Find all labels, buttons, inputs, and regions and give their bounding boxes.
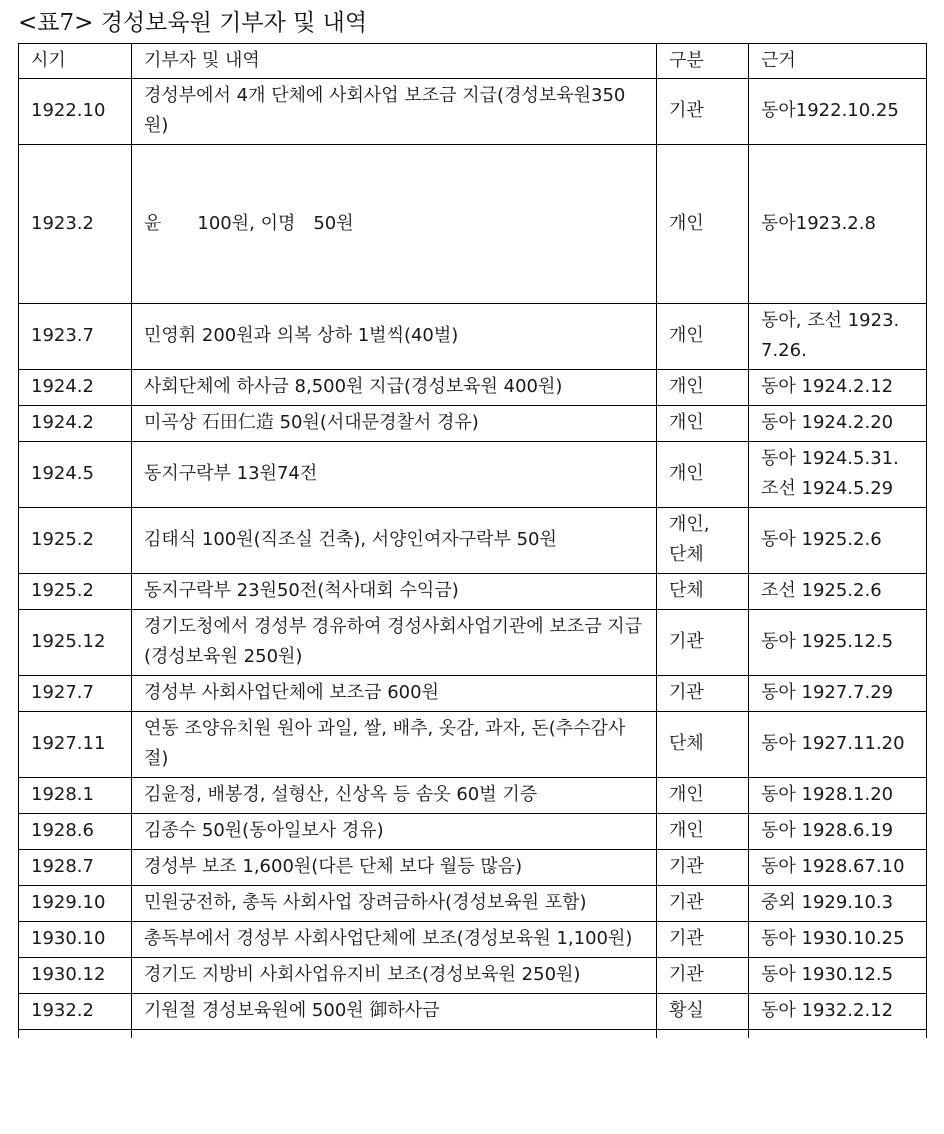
table-caption: <표7> 경성보육원 기부자 및 내역 [18,10,368,36]
table-row [19,886,927,922]
cell-detail: 경성부 보조 1,600원(다른 단체 보다 월등 많음) [132,850,657,886]
cell-continued [657,1030,749,1039]
table-row [19,994,927,1030]
cell-period: 1922.10 [19,79,132,145]
cell-period: 1927.11 [19,712,132,778]
cell-type: 개인 [657,442,749,508]
cell-continued [132,1030,657,1039]
cell-type: 개인, 단체 [657,508,749,574]
cell-type: 개인 [657,814,749,850]
table-row [19,958,927,994]
cell-detail: 경성부에서 4개 단체에 사회사업 보조금 지급(경성보육원350원) [132,79,657,145]
header-row [19,44,927,79]
cell-period: 1930.10 [19,922,132,958]
cell-source: 동아 1924.2.20 [749,406,927,442]
cell-source: 동아 1924.5.31. 조선 1924.5.29 [749,442,927,508]
table-row [19,442,927,508]
cell-period: 1928.6 [19,814,132,850]
cell-period: 1925.2 [19,508,132,574]
cell-detail: 총독부에서 경성부 사회사업단체에 보조(경성보육원 1,100원) [132,922,657,958]
cell-type: 개인 [657,778,749,814]
table-row [19,676,927,712]
table-row [19,778,927,814]
cell-period: 1923.2 [19,145,132,304]
cell-type: 기관 [657,958,749,994]
table-row [19,712,927,778]
cell-period: 1932.2 [19,994,132,1030]
cell-detail: 민영휘 200원과 의복 상하 1벌씩(40벌) [132,304,657,370]
cell-detail: 민원궁전하, 총독 사회사업 장려금하사(경성보육원 포함) [132,886,657,922]
cell-type: 기관 [657,886,749,922]
table-row [19,370,927,406]
cell-type: 단체 [657,574,749,610]
cell-period: 1923.7 [19,304,132,370]
table-row [19,145,927,304]
cell-source: 동아 1924.2.12 [749,370,927,406]
table-row [19,850,927,886]
cell-type: 황실 [657,994,749,1030]
cell-type: 단체 [657,712,749,778]
table-row-continued [19,1030,927,1039]
cell-period: 1924.2 [19,370,132,406]
cell-source: 동아 1930.12.5 [749,958,927,994]
cell-detail: 김윤정, 배봉경, 설형산, 신상옥 등 솜옷 60벌 기증 [132,778,657,814]
cell-type: 개인 [657,145,749,304]
cell-source: 동아 1925.12.5 [749,610,927,676]
cell-period: 1928.7 [19,850,132,886]
cell-source: 동아 1927.7.29 [749,676,927,712]
cell-source: 동아 1928.67.10 [749,850,927,886]
cell-detail: 동지구락부 13원74전 [132,442,657,508]
cell-detail: 김태식 100원(직조실 건축), 서양인여자구락부 50원 [132,508,657,574]
cell-continued [19,1030,132,1039]
cell-period: 1924.2 [19,406,132,442]
cell-source: 조선 1925.2.6 [749,574,927,610]
table-row [19,610,927,676]
cell-detail: 윤 100원, 이명 50원 [132,145,657,304]
cell-detail: 경성부 사회사업단체에 보조금 600원 [132,676,657,712]
cell-period: 1930.12 [19,958,132,994]
cell-source: 동아, 조선 1923.7.26. [749,304,927,370]
cell-type: 기관 [657,922,749,958]
table-row [19,79,927,145]
cell-type: 기관 [657,850,749,886]
cell-type: 기관 [657,676,749,712]
cell-type: 개인 [657,370,749,406]
cell-detail: 연동 조양유치원 원아 과일, 쌀, 배추, 옷감, 과자, 돈(추수감사절) [132,712,657,778]
table-row [19,922,927,958]
cell-source: 동아 1925.2.6 [749,508,927,574]
cell-source: 동아 1932.2.12 [749,994,927,1030]
cell-source: 동아 1928.1.20 [749,778,927,814]
cell-continued [749,1030,927,1039]
cell-source: 동아 1927.11.20 [749,712,927,778]
cell-detail: 미곡상 石田仁造 50원(서대문경찰서 경유) [132,406,657,442]
cell-period: 1927.7 [19,676,132,712]
table-row [19,508,927,574]
table-row [19,406,927,442]
cell-period: 1929.10 [19,886,132,922]
cell-period: 1928.1 [19,778,132,814]
donor-table [18,43,927,1038]
header-period: 시기 [19,44,132,79]
table-row [19,574,927,610]
cell-detail: 기원절 경성보육원에 500원 御하사금 [132,994,657,1030]
cell-period: 1925.2 [19,574,132,610]
header-detail: 기부자 및 내역 [132,44,657,79]
cell-source: 동아 1930.10.25 [749,922,927,958]
table-row [19,304,927,370]
cell-type: 기관 [657,610,749,676]
cell-source: 동아1922.10.25 [749,79,927,145]
cell-detail: 동지구락부 23원50전(척사대회 수익금) [132,574,657,610]
cell-detail: 김종수 50원(동아일보사 경유) [132,814,657,850]
cell-detail: 사회단체에 하사금 8,500원 지급(경성보육원 400원) [132,370,657,406]
cell-detail: 경기도 지방비 사회사업유지비 보조(경성보육원 250원) [132,958,657,994]
cell-type: 개인 [657,406,749,442]
cell-period: 1924.5 [19,442,132,508]
table-row [19,814,927,850]
cell-source: 중외 1929.10.3 [749,886,927,922]
cell-period: 1925.12 [19,610,132,676]
cell-source: 동아1923.2.8 [749,145,927,304]
cell-type: 기관 [657,79,749,145]
header-type: 구분 [657,44,749,79]
cell-type: 개인 [657,304,749,370]
cell-source: 동아 1928.6.19 [749,814,927,850]
header-source: 근거 [749,44,927,79]
cell-detail: 경기도청에서 경성부 경유하여 경성사회사업기관에 보조금 지급(경성보육원 250원) [132,610,657,676]
